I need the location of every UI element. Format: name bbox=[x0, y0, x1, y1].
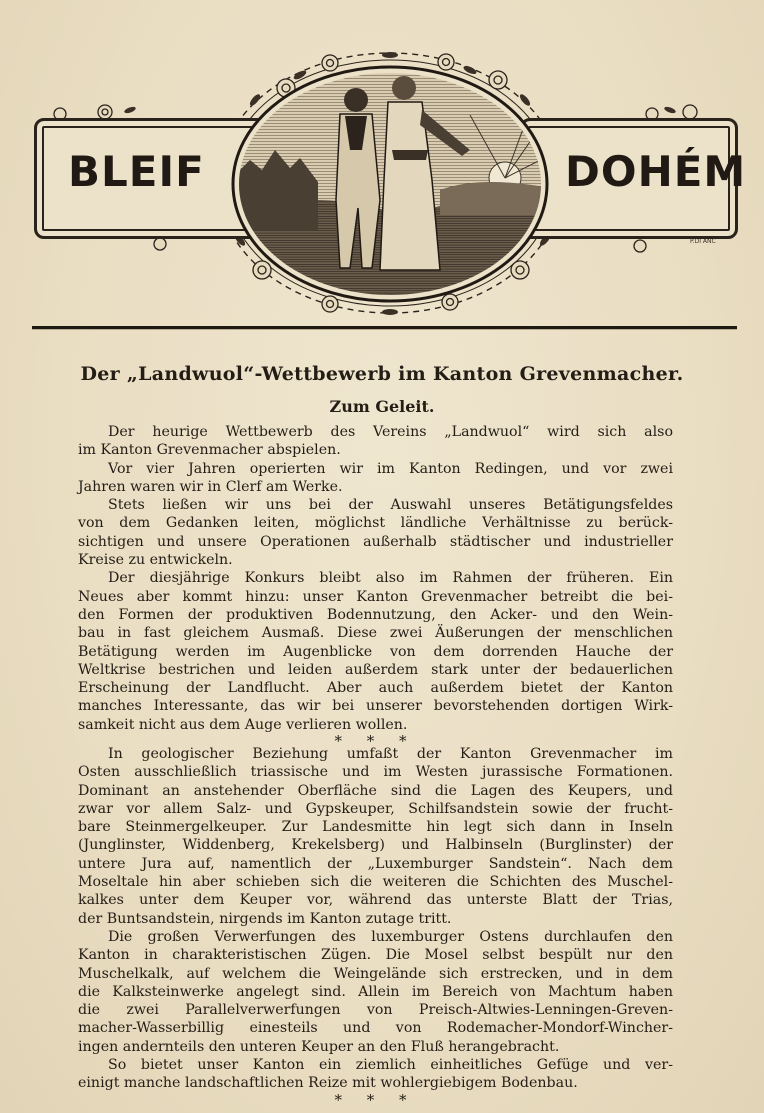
text-line: Vor vier Jahren operierten wir im Kanton Redingen, und vor zwei bbox=[108, 460, 673, 477]
text-line: von dem Gedanken leiten, möglichst ländliche Verhältnisse zu berück- bbox=[78, 515, 673, 532]
text-line: Der diesjährige Konkurs bleibt also im Rahmen der früheren. Ein bbox=[108, 570, 673, 587]
text-line: In geologischer Beziehung umfaßt der Kanton Grevenmacher im bbox=[108, 746, 673, 762]
article-subhead: Zum Geleit. bbox=[329, 397, 435, 416]
text-line: zwar vor allem Salz- und Gypskeuper, Schilfsandstein sowie der frucht- bbox=[78, 800, 673, 817]
horizontal-rule bbox=[32, 326, 737, 330]
text-line: kalkes unter dem Keuper vor, während das unterste Blatt der Trias, bbox=[78, 892, 673, 909]
text-line: Neues aber kommt hinzu: unser Kanton Grevenmacher betreibt die bei- bbox=[78, 588, 673, 605]
article-section-1 bbox=[78, 423, 673, 751]
text-line: ingen andernteils den unteren Keuper an den Fluß herangebracht. bbox=[78, 1038, 560, 1055]
text-line: Osten ausschließlich triassische und im Westen jurassische Formationen. bbox=[78, 764, 673, 781]
article-headline: Der „Landwuol“-Wettbewerb im Kanton Grevenmacher. bbox=[80, 363, 684, 385]
text-line: bau in fast gleichem Ausmaß. Diese zwei Äußerungen der menschlichen bbox=[78, 625, 673, 642]
text-line: Moseltale hin aber schieben sich die weiteren die Schichten des Muschel- bbox=[78, 874, 673, 891]
text-line: Der heurige Wettbewerb des Vereins „Landwuol“ wird sich also bbox=[108, 424, 673, 440]
header-banner bbox=[0, 0, 764, 320]
text-line: Muschelkalk, auf welchem die Weingelände sich erstrecken, und in dem bbox=[78, 965, 673, 982]
text-line: Erscheinung der Landflucht. Aber auch außerdem bietet der Kanton bbox=[78, 680, 673, 697]
text-line: der Buntsandstein, nirgends im Kanton zutage tritt. bbox=[78, 910, 452, 927]
text-line: (Junglinster, Widdenberg, Krekelsberg) und Halbinseln (Burglinster) der bbox=[78, 837, 673, 854]
text-line: den Formen der produktiven Bodennutzung, den Acker- und den Wein- bbox=[78, 606, 673, 623]
artist-signature: P.DI ANC bbox=[690, 238, 716, 245]
text-line: Dominant an anstehender Oberfläche sind die Lagen des Keupers, und bbox=[78, 782, 673, 799]
text-line: die Kalksteinwerke angelegt sind. Allein im Bereich von Machtum haben bbox=[78, 983, 673, 1000]
text-line: So bietet unser Kanton ein ziemlich einheitliches Gefüge und ver- bbox=[108, 1057, 673, 1074]
banner-title-left: BLEIF bbox=[68, 147, 205, 196]
text-line: die zwei Parallelverwerfungen von Preisch-Altwies-Lenningen-Greven- bbox=[78, 1002, 673, 1019]
text-line: Jahren waren wir in Clerf am Werke. bbox=[78, 478, 343, 495]
distant-hill bbox=[440, 182, 550, 215]
text-line: Weltkrise bestrichen und leiden außerdem stark unter der bedauerlichen bbox=[78, 661, 673, 678]
section-separator: * * * bbox=[334, 732, 417, 751]
text-line: Kreise zu entwickeln. bbox=[78, 552, 233, 569]
text-line: Betätigung werden im Augenblicke von dem dorrenden Hauche der bbox=[78, 643, 673, 660]
text-line: sichtigen und unsere Operationen außerhalb städtischer und industrieller bbox=[78, 533, 673, 550]
text-line: macher-Wasserbillig einesteils und von Rodemacher-Mondorf-Wincher- bbox=[78, 1020, 673, 1037]
text-line: im Kanton Grevenmacher abspielen. bbox=[78, 442, 341, 459]
section-separator: * * * bbox=[334, 1090, 417, 1109]
text-line: Kanton in charakteristischen Zügen. Die Mosel selbst bespült nur den bbox=[78, 947, 673, 964]
text-line: einigt manche landschaftlichen Reize mit wohlergiebigem Bodenbau. bbox=[78, 1075, 578, 1092]
text-line: Stets ließen wir uns bei der Auswahl unseres Betätigungsfeldes bbox=[108, 497, 673, 514]
banner-title-right: DOHÉM bbox=[565, 147, 747, 196]
text-line: untere Jura auf, namentlich der „Luxemburger Sandstein“. Nach dem bbox=[78, 855, 673, 872]
article-section-2 bbox=[78, 745, 673, 1107]
text-line: samkeit nicht aus dem Auge verlieren wollen. bbox=[78, 716, 408, 733]
text-line: Die großen Verwerfungen des luxemburger Ostens durchlaufen den bbox=[108, 928, 673, 945]
text-line: manches Interessante, das wir bei unserer bevorstehenden dortigen Wirk- bbox=[78, 698, 673, 715]
text-line: bare Steinmergelkeuper. Zur Landesmitte hin legt sich dann in Inseln bbox=[78, 819, 673, 836]
